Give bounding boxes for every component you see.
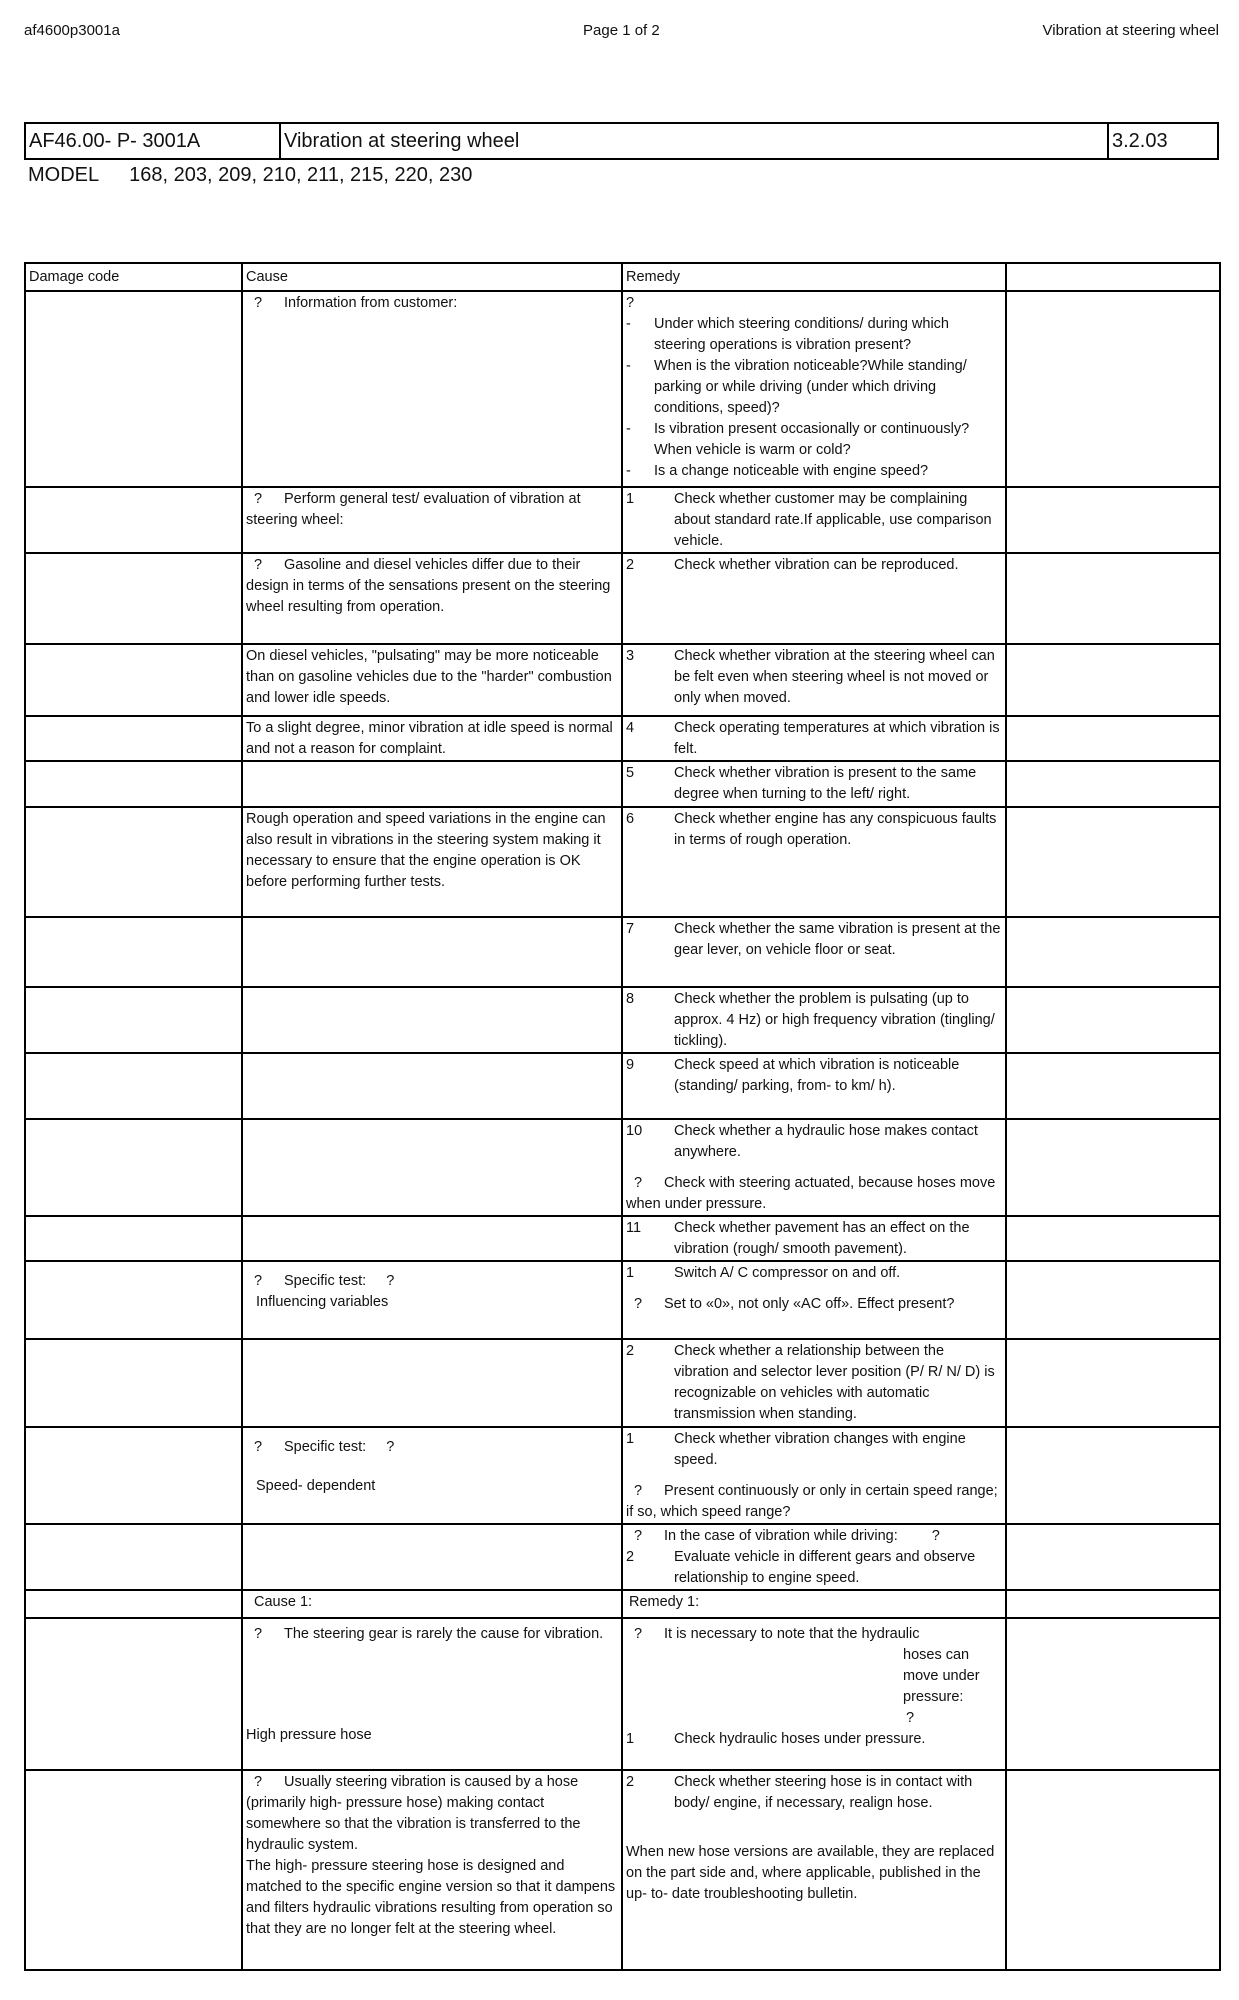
damage-code-cell (25, 1119, 242, 1216)
cause-heading (246, 1620, 618, 1645)
cause-cell (242, 1524, 622, 1590)
remedy-step (626, 919, 1002, 961)
step-number: 4 (626, 720, 635, 736)
cause-text: Gasoline and diesel vehicles differ due to their design in terms of the sensations present on the steering wheel resulting from operation. (246, 557, 611, 615)
remedy-cell (622, 1119, 1006, 1216)
table-row (25, 1053, 1220, 1119)
list-item (626, 461, 1002, 482)
remedy-text: Check whether the same vibration is present at the gear lever, on vehicle floor or seat. (674, 921, 1001, 958)
table-row (25, 644, 1220, 716)
cause-cell (242, 1053, 622, 1119)
table-row (25, 1770, 1220, 1970)
step-number: 11 (626, 1220, 642, 1236)
damage-code-cell (25, 917, 242, 987)
remedy-text: Check whether vibration is present to the same degree when turning to the left/ right. (674, 765, 977, 802)
table-row (25, 1119, 1220, 1216)
extra-cell (1006, 1053, 1220, 1119)
remedy-text: Check whether a relationship between the vibration and selector lever position (P/ R/ N/ D) is recognizable on vehicles with automatic transmission when standing. (674, 1343, 995, 1422)
step-number: 9 (626, 1057, 635, 1073)
extra-cell (1006, 1427, 1220, 1524)
question-mark-icon: ? (906, 1710, 915, 1726)
cause-cell (242, 291, 622, 487)
remedy-cell (622, 716, 1006, 761)
dash-bullet: - (626, 421, 631, 437)
remedy-cell (622, 807, 1006, 917)
remedy-cell (622, 917, 1006, 987)
question-mark-icon: ? (254, 1774, 263, 1790)
remedy-cell (622, 1216, 1006, 1261)
cause-cell (242, 761, 622, 807)
damage-code-cell (25, 1216, 242, 1261)
cause-heading (246, 1263, 618, 1292)
header-damage-code: Damage code (25, 263, 242, 291)
cause-text: Usually steering vibration is caused by a hose (primarily high- pressure hose) making contact somewhere so that the vibration is transferred to the hydraulic system. (246, 1774, 581, 1853)
remedy-text: Is vibration present occasionally or continuously?When vehicle is warm or cold? (654, 421, 970, 458)
cause-1-label: Cause 1: (254, 1594, 313, 1610)
cause-cell (242, 487, 622, 553)
remedy-1-label: Remedy 1: (629, 1594, 700, 1610)
cause-cell: Rough operation and speed variations in the engine can also result in vibrations in the steering system making it necessary to ensure that the engine operation is OK before performing further tests. (242, 807, 622, 917)
intro-text: In the case of vibration while driving: (664, 1528, 898, 1544)
question-mark-icon: ? (634, 1528, 643, 1544)
running-header-right: Vibration at steering wheel (1042, 22, 1219, 39)
cause-text: Perform general test/ evaluation of vibration at steering wheel: (246, 491, 581, 528)
table-row (25, 1427, 1220, 1524)
table-row (25, 553, 1220, 644)
extra-cell (1006, 1261, 1220, 1339)
cause-cell (242, 917, 622, 987)
list-item (626, 356, 1002, 419)
diagnosis-table (24, 262, 1221, 1971)
remedy-step (626, 1121, 1002, 1163)
cause-cell (242, 1119, 622, 1216)
damage-code-cell (25, 1590, 242, 1618)
remedy-text: Check whether steering hose is in contact with body/ engine, if necessary, realign hose. (674, 1774, 973, 1811)
remedy-text: Check speed at which vibration is noticeable (standing/ parking, from- to km/ h). (674, 1057, 960, 1094)
document-title: Vibration at steering wheel (281, 124, 1109, 158)
remedy-step (626, 1055, 1002, 1097)
cause-cell (242, 1770, 622, 1970)
remedy-text: Check hydraulic hoses under pressure. (674, 1731, 926, 1747)
remedy-text: Is a change noticeable with engine speed? (654, 463, 929, 479)
dash-bullet: - (626, 316, 631, 332)
page-number: Page 1 of 2 (583, 22, 660, 39)
damage-code-cell (25, 553, 242, 644)
remedy-cell (622, 644, 1006, 716)
extra-cell (1006, 1119, 1220, 1216)
remedy-cell (622, 1053, 1006, 1119)
step-number: 1 (626, 1431, 635, 1447)
extra-cell (1006, 487, 1220, 553)
document-number: 3.2.03 (1112, 129, 1168, 152)
question-mark-icon: ? (634, 1626, 643, 1642)
extra-cell (1006, 1524, 1220, 1590)
extra-cell (1006, 1590, 1220, 1618)
dash-bullet: - (626, 358, 631, 374)
note-text: Check with steering actuated, because hoses move when under pressure. (626, 1175, 996, 1212)
damage-code-cell (25, 761, 242, 807)
extra-cell (1006, 1770, 1220, 1970)
remedy-cell (622, 1261, 1006, 1339)
table-row (25, 1618, 1220, 1770)
cause-label-cell (242, 1590, 622, 1618)
step-number: 2 (626, 1774, 635, 1790)
question-mark-icon: ? (386, 1273, 395, 1289)
remedy-step (626, 763, 1002, 805)
cause-text: Information from customer: (284, 295, 458, 311)
damage-code-cell (25, 1427, 242, 1524)
step-number: 6 (626, 811, 635, 827)
damage-code-cell (25, 716, 242, 761)
remedy-step (626, 1772, 1002, 1814)
note-text: Set to «0», not only «AC off». Effect present? (664, 1296, 955, 1312)
remedy-intro (626, 1526, 1002, 1547)
cause-subtext: The high- pressure steering hose is designed and matched to the specific engine version so that it dampens and filters hydraulic vibrations resulting from operation so that they are no longer felt at the steering wheel. (246, 1858, 616, 1937)
damage-code-cell (25, 807, 242, 917)
cause-text: The steering gear is rarely the cause for vibration. (284, 1626, 604, 1642)
table-row (25, 987, 1220, 1053)
cause-subtext: Influencing variables (256, 1294, 389, 1310)
extra-cell (1006, 291, 1220, 487)
extra-cell (1006, 553, 1220, 644)
model-label: MODEL (28, 164, 100, 186)
cause-cell (242, 553, 622, 644)
header-remedy: Remedy (622, 263, 1006, 291)
step-number: 5 (626, 765, 635, 781)
remedy-step (626, 1729, 1002, 1750)
intro-continuation: hoses can move under pressure: (903, 1647, 980, 1705)
question-mark-icon: ? (254, 1626, 263, 1642)
cause-cell (242, 1427, 622, 1524)
step-number: 8 (626, 991, 635, 1007)
note-text: Present continuously or only in certain speed range; if so, which speed range? (626, 1483, 998, 1520)
cause-text: Specific test: (284, 1439, 367, 1455)
remedy-step (626, 989, 1002, 1052)
remedy-cell (622, 1427, 1006, 1524)
intro-text: It is necessary to note that the hydraulic (664, 1626, 920, 1642)
model-values: 168, 203, 209, 210, 211, 215, 220, 230 (129, 164, 473, 186)
damage-code-cell (25, 1618, 242, 1770)
step-number: 10 (626, 1123, 643, 1139)
step-number: 2 (626, 1343, 635, 1359)
cause-cell (242, 1216, 622, 1261)
remedy-step (626, 1429, 1002, 1471)
remedy-text: Check whether vibration changes with engine speed. (674, 1431, 966, 1468)
remedy-note: When new hose versions are available, they are replaced on the part side and, where applicable, published in the up- to- date troubleshooting bulletin. (626, 1844, 995, 1902)
remedy-text: Check whether vibration can be reproduced. (674, 557, 959, 573)
remedy-text: When is the vibration noticeable?While standing/ parking or while driving (under which driving conditions, speed)? (654, 358, 967, 416)
extra-cell (1006, 761, 1220, 807)
remedy-cell (622, 1524, 1006, 1590)
damage-code-cell (25, 1261, 242, 1339)
table-row (25, 487, 1220, 553)
remedy-text: Under which steering conditions/ during which steering operations is vibration present? (654, 316, 949, 353)
step-number: 1 (626, 1731, 635, 1747)
table-row (25, 1524, 1220, 1590)
remedy-step (626, 1218, 1002, 1260)
cause-cell (242, 1261, 622, 1339)
remedy-note (626, 1481, 1002, 1523)
step-number: 7 (626, 921, 635, 937)
cause-cell: To a slight degree, minor vibration at idle speed is normal and not a reason for complaint. (242, 716, 622, 761)
remedy-step (626, 646, 1002, 709)
table-header-row (25, 263, 1220, 291)
cause-subtext: High pressure hose (246, 1727, 372, 1743)
table-row (25, 1590, 1220, 1618)
question-mark-icon: ? (634, 1175, 643, 1191)
document-code: AF46.00- P- 3001A (26, 124, 281, 158)
cause-text: Specific test: (284, 1273, 367, 1289)
remedy-cell (622, 987, 1006, 1053)
list-item (626, 314, 1002, 356)
remedy-label-cell (622, 1590, 1006, 1618)
remedy-step (626, 1341, 1002, 1425)
extra-cell (1006, 1216, 1220, 1261)
remedy-cell (622, 1618, 1006, 1770)
remedy-text: Evaluate vehicle in different gears and observe relationship to engine speed. (674, 1549, 976, 1586)
question-mark-icon: ? (634, 1483, 643, 1499)
question-mark-icon: ? (254, 1439, 263, 1455)
cause-subtext: Speed- dependent (256, 1478, 376, 1494)
question-mark-icon: ? (254, 1273, 263, 1289)
cause-cell (242, 1618, 622, 1770)
step-number: 1 (626, 1265, 635, 1281)
damage-code-cell (25, 1524, 242, 1590)
cause-cell: On diesel vehicles, "pulsating" may be more noticeable than on gasoline vehicles due to the "harder" combustion and lower idle speeds. (242, 644, 622, 716)
damage-code-cell (25, 291, 242, 487)
extra-cell (1006, 716, 1220, 761)
remedy-step (626, 555, 1002, 576)
remedy-step (626, 809, 1002, 851)
extra-cell (1006, 1339, 1220, 1427)
extra-cell (1006, 917, 1220, 987)
question-mark-icon: ? (386, 1439, 395, 1455)
remedy-text: Check whether engine has any conspicuous faults in terms of rough operation. (674, 811, 997, 848)
table-row (25, 1216, 1220, 1261)
extra-cell (1006, 644, 1220, 716)
remedy-text: Check whether customer may be complaining about standard rate.If applicable, use comparison vehicle. (674, 491, 992, 549)
remedy-text: Check whether the problem is pulsating (up to approx. 4 Hz) or high frequency vibration (tingling/ tickling). (674, 991, 995, 1049)
remedy-step (626, 718, 1002, 760)
title-block (24, 122, 1219, 160)
header-extra (1006, 263, 1220, 291)
remedy-note (626, 1294, 1002, 1315)
cause-cell (242, 987, 622, 1053)
step-number: 3 (626, 648, 635, 664)
remedy-step (626, 1263, 1002, 1284)
step-number: 2 (626, 557, 635, 573)
table-row (25, 761, 1220, 807)
damage-code-cell (25, 1339, 242, 1427)
table-row (25, 917, 1220, 987)
question-mark-icon: ? (254, 557, 263, 573)
damage-code-cell (25, 1053, 242, 1119)
remedy-text: Check operating temperatures at which vibration is felt. (674, 720, 1000, 757)
remedy-text: Check whether vibration at the steering wheel can be felt even when steering wheel is not moved or only when moved. (674, 648, 995, 706)
table-row (25, 1339, 1220, 1427)
question-mark-icon: ? (626, 295, 635, 311)
question-mark-icon: ? (634, 1296, 643, 1312)
remedy-intro (626, 1620, 1002, 1645)
extra-cell (1006, 987, 1220, 1053)
damage-code-cell (25, 1770, 242, 1970)
model-line (28, 164, 472, 187)
extra-cell (1006, 1618, 1220, 1770)
remedy-text: Switch A/ C compressor on and off. (674, 1265, 901, 1281)
table-row (25, 716, 1220, 761)
cause-heading (246, 1429, 618, 1458)
table-row (25, 807, 1220, 917)
damage-code-cell (25, 487, 242, 553)
remedy-text: Check whether a hydraulic hose makes contact anywhere. (674, 1123, 978, 1160)
question-mark-icon: ? (254, 295, 263, 311)
table-row (25, 1261, 1220, 1339)
remedy-cell (622, 1770, 1006, 1970)
step-number: 1 (626, 491, 635, 507)
remedy-step (626, 1547, 1002, 1589)
remedy-note (626, 1173, 1002, 1215)
list-item (626, 419, 1002, 461)
remedy-cell (622, 761, 1006, 807)
remedy-cell (622, 291, 1006, 487)
remedy-cell (622, 1339, 1006, 1427)
remedy-cell (622, 553, 1006, 644)
remedy-text: Check whether pavement has an effect on the vibration (rough/ smooth pavement). (674, 1220, 970, 1257)
cause-heading (246, 1772, 618, 1856)
damage-code-cell (25, 644, 242, 716)
table-row (25, 291, 1220, 487)
extra-cell (1006, 807, 1220, 917)
running-header-left: af4600p3001a (24, 22, 120, 39)
step-number: 2 (626, 1549, 635, 1565)
dash-bullet: - (626, 463, 631, 479)
question-mark-icon: ? (254, 491, 263, 507)
header-cause: Cause (242, 263, 622, 291)
cause-cell (242, 1339, 622, 1427)
damage-code-cell (25, 987, 242, 1053)
remedy-cell (622, 487, 1006, 553)
question-mark-icon: ? (931, 1528, 940, 1544)
remedy-step (626, 489, 1002, 552)
